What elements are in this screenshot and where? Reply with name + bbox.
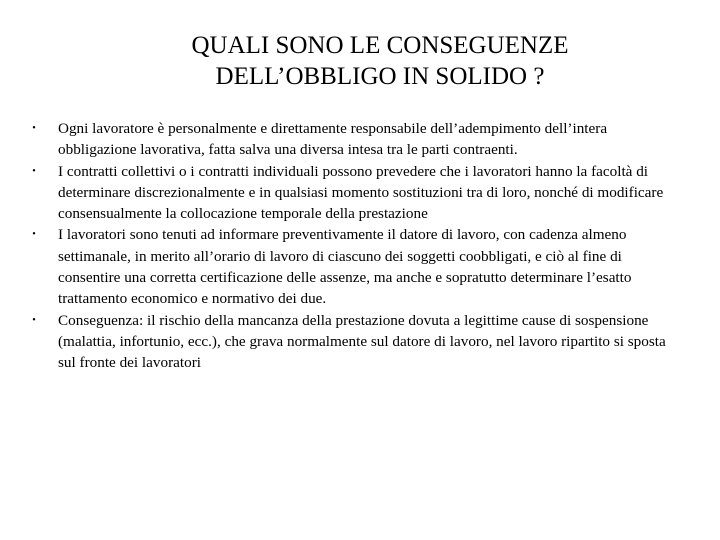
bullet-text: I contratti collettivi o i contratti individuali possono prevedere che i lavoratori hanno la facoltà di determinare discrezionalmente e in qualsiasi momento sostituzioni tra di loro, nonché di modificare consensualmente la collocazione temporale della prestazione <box>58 162 664 223</box>
bullet-text: Conseguenza: il rischio della mancanza della prestazione dovuta a legittime cause di sospensione (malattia, infortunio, ecc.), che grava normalmente sul datore di lavoro, nel lavoro ripartito si sposta sul fronte dei lavoratori <box>58 311 666 372</box>
bullet-list <box>0 118 720 374</box>
slide-title <box>100 30 660 92</box>
bullet-item <box>0 161 720 225</box>
bullet-dot-icon: • <box>32 314 36 326</box>
bullet-text: Ogni lavoratore è personalmente e direttamente responsabile dell’adempimento dell’intera obbligazione lavorativa, fatta salva una diversa intesa tra le parti contraenti. <box>58 120 608 159</box>
bullet-item <box>0 310 720 374</box>
bullet-item <box>0 224 720 309</box>
bullet-dot-icon: • <box>32 165 36 177</box>
slide-title-line-2: DELL’OBBLIGO IN SOLIDO ? <box>215 63 545 90</box>
bullet-text: I lavoratori sono tenuti ad informare preventivamente il datore di lavoro, con cadenza almeno settimanale, in merito all’orario di lavoro di ciascuno dei soggetti coobbligati, e ciò al fine di consentire una corretta certificazione delle assenze, ma anche e sopratutto determinare l’esatto trattamento economico e normativo dei due. <box>58 226 632 308</box>
bullet-dot-icon: • <box>32 229 36 241</box>
slide-title-line-1: QUALI SONO LE CONSEGUENZE <box>191 32 569 59</box>
bullet-item <box>0 118 720 161</box>
bullet-dot-icon: • <box>32 123 36 134</box>
